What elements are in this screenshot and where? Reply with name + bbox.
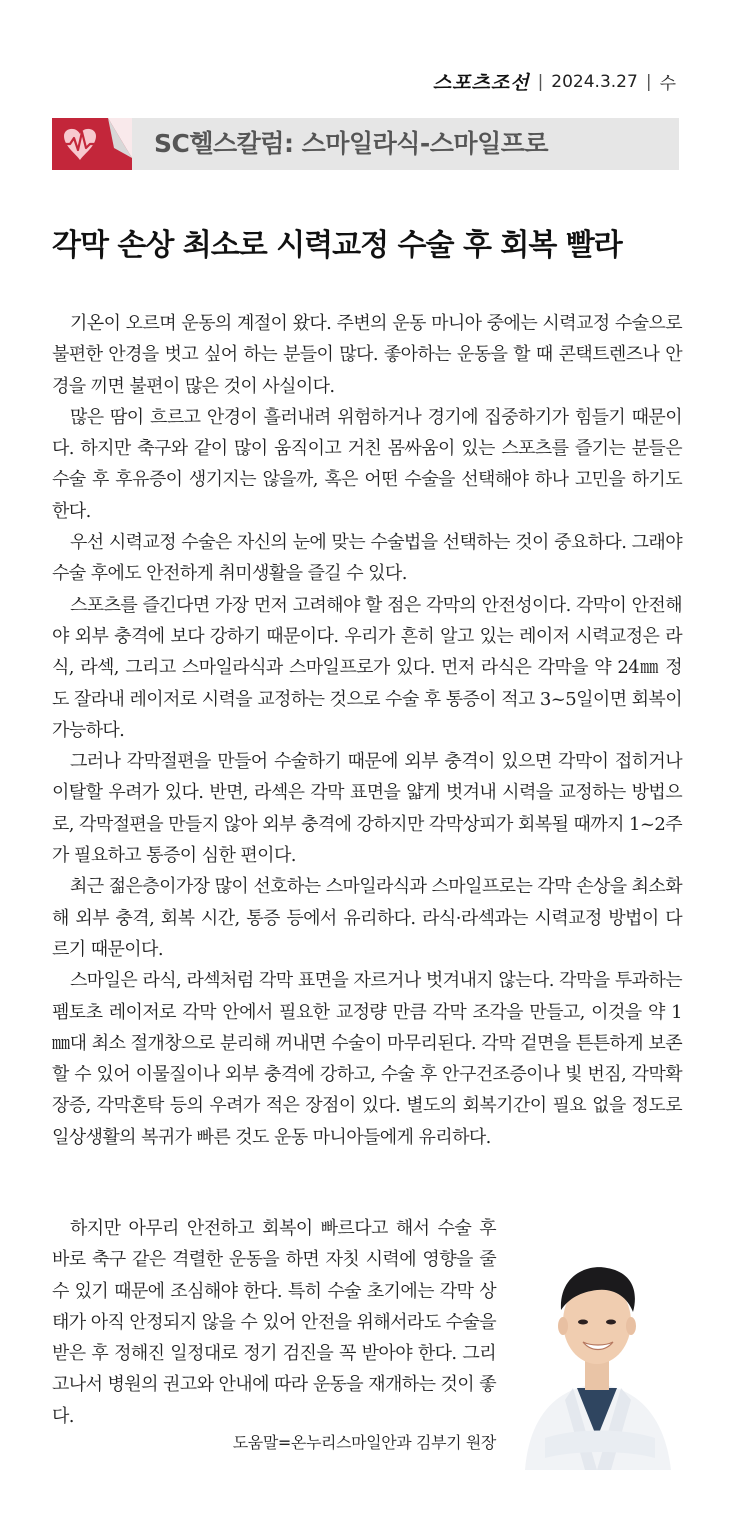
- column-title: SC헬스칼럼: 스마일라식-스마일프로: [154, 129, 549, 158]
- doctor-portrait: [515, 1238, 680, 1470]
- masthead: [433, 68, 676, 95]
- divider: |: [537, 71, 544, 92]
- author-credit: 도움말=온누리스마일안과 김부기 원장: [232, 1433, 496, 1452]
- publication-date: 2024.3.27: [551, 71, 638, 92]
- paragraph: 그러나 각막절편을 만들어 수술하기 때문에 외부 충격이 있으면 각막이 접히거나 이탈할 우려가 있다. 반면, 라섹은 각막 표면을 얇게 벗겨내 시력을 교정하는 방법으로, 각막절편을 만들지 않아 외부 충격에 강하지만 각막상피가 회복될 때까지 1~2주가 필요하고 통증이 심한 편이다.: [52, 751, 682, 867]
- paragraph: 스마일은 라식, 라섹처럼 각막 표면을 자르거나 벗겨내지 않는다. 각막을 투과하는 펨토초 레이저로 각막 안에서 필요한 교정량 만큼 각막 조각을 만들고, 이것을 약 1㎜대 최소 절개창으로 분리해 꺼내면 수술이 마무리된다. 각막 겉면을 튼튼하게 보존할 수 있어 이물질이나 외부 충격에 강하고, 수술 후 안구건조증이나 빛 번짐, 각막확장증, 각막혼탁 등의 우려가 적은 장점이 있다. 별도의 회복기간이 필요 없을 정도로 일상생활의 복귀가 빠른 것도 운동 마니아들에게 유리하다.: [52, 970, 682, 1148]
- paragraph: 하지만 아무리 안전하고 회복이 빠르다고 해서 수술 후 바로 축구 같은 격렬한 운동을 하면 자칫 시력에 영향을 줄 수 있기 때문에 조심해야 한다. 특히 수술 초기에는 각막 상태가 아직 안정되지 않을 수 있어 안전을 위해서라도 수술을 받은 후 정해진 일정대로 정기 검진을 꼭 받아야 한다. 그리고나서 병원의 권고와 안내에 따라 운동을 재개하는 것이 좋다.: [52, 1218, 496, 1427]
- paragraph: 최근 젊은층이가장 많이 선호하는 스마일라식과 스마일프로는 각막 손상을 최소화해 외부 충격, 회복 시간, 통증 등에서 유리하다. 라식·라섹과는 시력교정 방법이 다르기 때문이다.: [52, 876, 682, 960]
- paragraph: 기온이 오르며 운동의 계절이 왔다. 주변의 운동 마니아 중에는 시력교정 수술으로 불편한 안경을 벗고 싶어 하는 분들이 많다. 좋아하는 운동을 할 때 콘택트렌즈나 안경을 끼면 불편이 많은 것이 사실이다.: [52, 313, 682, 397]
- paragraph: 스포츠를 즐긴다면 가장 먼저 고려해야 할 점은 각막의 안전성이다. 각막이 안전해야 외부 충격에 보다 강하기 때문이다. 우리가 흔히 알고 있는 레이저 시력교정은 라식, 라섹, 그리고 스마일라식과 스마일프로가 있다. 먼저 라식은 각막을 약 24㎜ 정도 잘라내 레이저로 시력을 교정하는 것으로 수술 후 통증이 적고 3~5일이면 회복이 가능하다.: [52, 594, 682, 741]
- paragraph: 많은 땀이 흐르고 안경이 흘러내려 위험하거나 경기에 집중하기가 힘들기 때문이다. 하지만 축구와 같이 많이 움직이고 거친 몸싸움이 있는 스포츠를 즐기는 분들은 수술 후 후유증이 생기지는 않을까, 혹은 어떤 수술을 선택해야 하나 고민을 하기도 한다.: [52, 406, 682, 522]
- newspaper-logo: 스포츠조선: [432, 72, 530, 94]
- article-closing: [52, 1213, 496, 1432]
- divider: |: [645, 71, 652, 92]
- heart-pulse-icon: [52, 118, 132, 170]
- column-banner: [52, 118, 679, 170]
- article-body: [52, 308, 682, 1153]
- paragraph: 우선 시력교정 수술은 자신의 눈에 맞는 수술법을 선택하는 것이 중요하다. 그래야 수술 후에도 안전하게 취미생활을 즐길 수 있다.: [52, 532, 682, 585]
- publication-weekday: 수: [659, 74, 676, 94]
- article-headline: 각막 손상 최소로 시력교정 수술 후 회복 빨라: [52, 228, 622, 263]
